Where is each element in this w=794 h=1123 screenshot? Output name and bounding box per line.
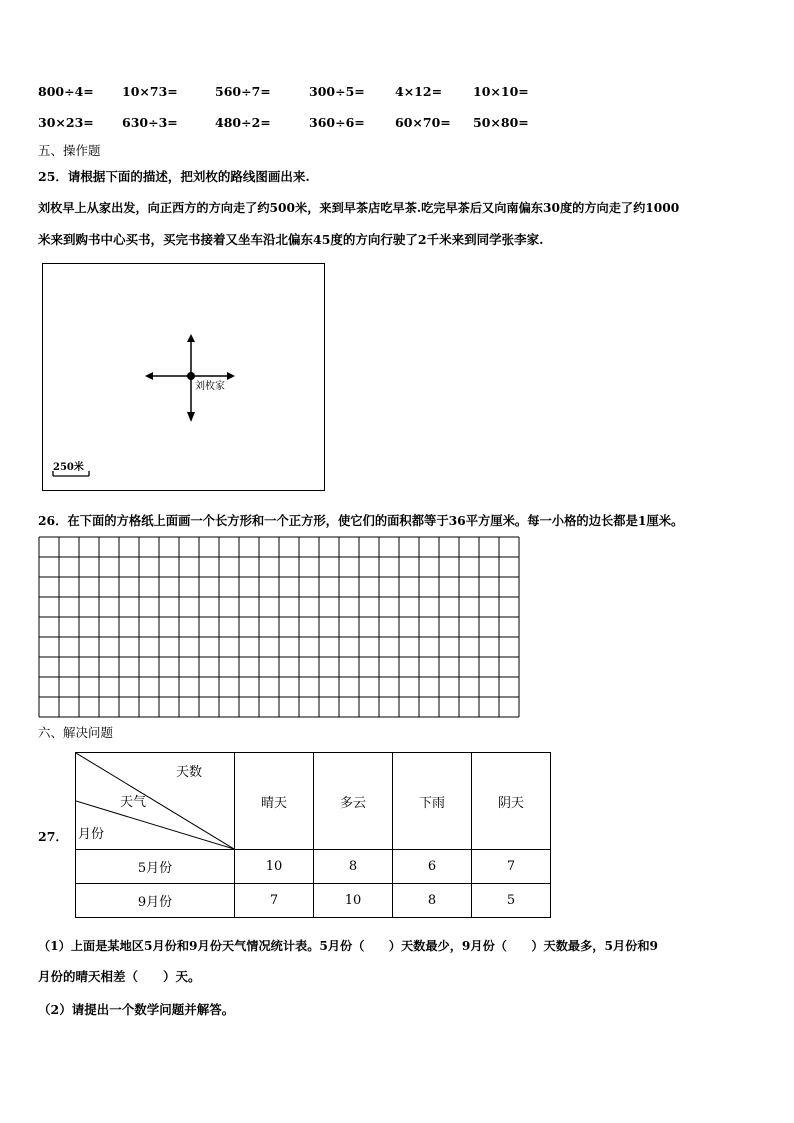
arith-item: 30×23= bbox=[38, 115, 94, 130]
east-arrow-icon bbox=[227, 372, 235, 380]
grid-canvas[interactable] bbox=[38, 536, 520, 718]
arith-item: 480÷2= bbox=[215, 115, 271, 130]
table-row bbox=[76, 850, 551, 884]
row-value: 8 bbox=[393, 884, 472, 918]
home-label: 刘枚家 bbox=[195, 381, 225, 392]
section-5-title: 五、操作题 bbox=[38, 143, 101, 158]
row-value: 10 bbox=[235, 850, 314, 884]
home-point-icon bbox=[187, 372, 195, 380]
q27-sub1-line-2: 月份的晴天相差（ ）天。 bbox=[38, 969, 201, 984]
arith-item: 50×80= bbox=[473, 115, 529, 130]
arith-item: 300÷5= bbox=[309, 84, 365, 99]
arith-item: 4×12= bbox=[395, 84, 443, 99]
row-value: 7 bbox=[472, 850, 551, 884]
arith-item: 10×10= bbox=[473, 84, 529, 99]
arith-item: 60×70= bbox=[395, 115, 451, 130]
arith-item: 560÷7= bbox=[215, 84, 271, 99]
south-arrow-icon bbox=[187, 412, 195, 422]
header-sunny: 晴天 bbox=[235, 753, 314, 850]
q27-number: 27． bbox=[38, 829, 68, 844]
arith-item: 630÷3= bbox=[122, 115, 178, 130]
north-arrow-icon bbox=[187, 334, 195, 342]
row-value: 7 bbox=[235, 884, 314, 918]
arith-item: 800÷4= bbox=[38, 84, 94, 99]
corner-label-days: 天数 bbox=[176, 765, 203, 780]
corner-label-weather: 天气 bbox=[120, 795, 147, 810]
row-month: 5月份 bbox=[76, 850, 235, 884]
weather-table bbox=[75, 752, 551, 918]
header-rainy: 下雨 bbox=[393, 753, 472, 850]
header-cloudy: 多云 bbox=[314, 753, 393, 850]
route-map-box bbox=[42, 263, 325, 491]
row-value: 6 bbox=[393, 850, 472, 884]
arith-item: 360÷6= bbox=[309, 115, 365, 130]
row-month: 9月份 bbox=[76, 884, 235, 918]
row-value: 5 bbox=[472, 884, 551, 918]
west-arrow-icon bbox=[145, 372, 153, 380]
q25-text-line-1: 刘枚早上从家出发，向正西方的方向走了约500米，来到早茶店吃早茶.吃完早茶后又向南偏东30度的方向走了约1000 bbox=[38, 201, 680, 215]
scale-label: 250米 bbox=[53, 462, 84, 473]
route-map-canvas[interactable] bbox=[43, 264, 326, 492]
q25-text-line-2: 米来到购书中心买书，买完书接着又坐车沿北偏东45度的方向行驶了2千米来到同学张李家. bbox=[38, 232, 544, 247]
q27-sub1-line-1: （1）上面是某地区5月份和9月份天气情况统计表。5月份（ ）天数最少，9月份（ ）天数最多，5月份和9 bbox=[38, 939, 658, 953]
arith-item: 10×73= bbox=[122, 84, 178, 99]
row-value: 8 bbox=[314, 850, 393, 884]
q27-sub2: （2）请提出一个数学问题并解答。 bbox=[38, 1002, 235, 1017]
q26-prompt: 26．在下面的方格纸上面画一个长方形和一个正方形，使它们的面积都等于36平方厘米。每一小格的边长都是1厘米。 bbox=[38, 513, 684, 528]
square-grid[interactable] bbox=[38, 536, 518, 716]
header-overcast: 阴天 bbox=[472, 753, 551, 850]
table-corner-cell bbox=[76, 753, 235, 850]
corner-label-month: 月份 bbox=[78, 827, 105, 842]
section-6-title: 六、解决问题 bbox=[38, 725, 114, 740]
row-value: 10 bbox=[314, 884, 393, 918]
table-row bbox=[76, 884, 551, 918]
q25-prompt: 25．请根据下面的描述，把刘枚的路线图画出来. bbox=[38, 169, 310, 184]
